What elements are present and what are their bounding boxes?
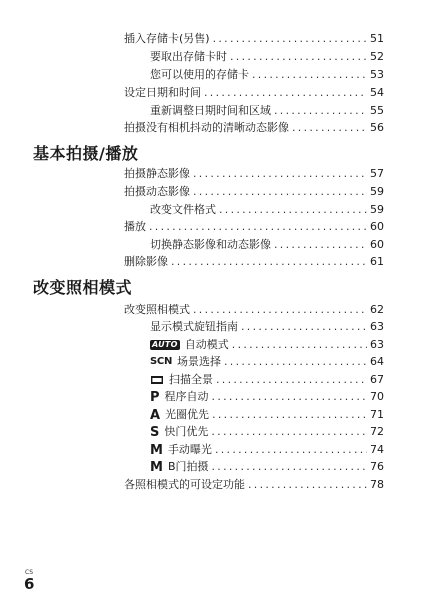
- toc-entry[interactable]: [124, 165, 384, 183]
- toc-entry-page: 52: [370, 50, 384, 63]
- toc-entry-label: 要取出存储卡时: [150, 50, 227, 63]
- toc-entry-label: 程序自动: [164, 390, 209, 403]
- toc-entry[interactable]: [150, 371, 384, 389]
- dot-leader: [171, 253, 367, 271]
- toc-entry-page: 62: [370, 303, 384, 316]
- toc-entry-page: 63: [370, 338, 384, 351]
- toc-entry-page: 56: [370, 121, 384, 134]
- program-auto-icon: [150, 391, 160, 404]
- section-heading-basic: 基本拍摄/播放: [33, 144, 139, 163]
- toc-entry-label: 插入存储卡(另售): [124, 32, 210, 45]
- toc-entry[interactable]: [150, 48, 384, 66]
- auto-mode-icon: [150, 340, 180, 350]
- dot-leader: [193, 183, 367, 201]
- toc-entry[interactable]: [124, 183, 384, 201]
- toc-entry[interactable]: [150, 406, 384, 424]
- toc-entry-page: 67: [370, 373, 384, 386]
- dot-leader: [248, 476, 367, 494]
- dot-leader: [230, 48, 367, 66]
- toc-entry-page: 59: [370, 203, 384, 216]
- dot-leader: [193, 165, 367, 183]
- toc-entry-page: 64: [370, 355, 384, 368]
- toc-entry-page: 54: [370, 86, 384, 99]
- toc-entry-page: 55: [370, 104, 384, 117]
- toc-entry-label: 改变照相模式: [124, 303, 190, 316]
- toc-entry[interactable]: [150, 423, 384, 441]
- toc-entry[interactable]: [124, 476, 384, 494]
- bulb-shooting-icon-text: M: [150, 459, 163, 475]
- toc-entry-label: 扫描全景: [169, 373, 213, 386]
- toc-entry[interactable]: [150, 441, 384, 459]
- toc-entry-label: 播放: [124, 220, 146, 233]
- toc-entry[interactable]: [124, 253, 384, 271]
- toc-entry[interactable]: [124, 30, 384, 48]
- toc-entry-page: 63: [370, 320, 384, 333]
- dot-leader: [274, 236, 367, 254]
- toc-entry-label: 各照相模式的可设定功能: [124, 478, 245, 491]
- toc-entry-label: 拍摄没有相机抖动的清晰动态影像: [124, 121, 289, 134]
- dot-leader: [274, 102, 367, 120]
- auto-mode-icon-text: AUTO: [152, 340, 178, 349]
- toc-entry[interactable]: [124, 218, 384, 236]
- aperture-priority-icon: [150, 409, 160, 422]
- dot-leader: [212, 406, 367, 424]
- toc-entry-page: 72: [370, 425, 384, 438]
- toc-entry-page: 61: [370, 255, 384, 268]
- toc-entry[interactable]: [150, 236, 384, 254]
- dot-leader: [204, 84, 367, 102]
- dot-leader: [212, 388, 367, 406]
- scene-selection-icon: [150, 356, 172, 368]
- manual-exposure-icon-text: M: [150, 442, 163, 458]
- toc-entry-label: 场景选择: [177, 355, 222, 368]
- toc-entry-page: 53: [370, 68, 384, 81]
- toc-entry[interactable]: [150, 318, 384, 336]
- dot-leader: [149, 218, 367, 236]
- dot-leader: [232, 336, 367, 354]
- dot-leader: [215, 441, 367, 459]
- toc-entry[interactable]: [150, 458, 384, 476]
- toc-entry-label: 改变文件格式: [150, 203, 216, 216]
- toc-entry[interactable]: [150, 388, 384, 406]
- toc-entry-page: 71: [370, 408, 384, 421]
- dot-leader: [213, 30, 367, 48]
- toc-entry-label: 显示模式旋钮指南: [150, 320, 238, 333]
- dot-leader: [292, 119, 367, 137]
- bulb-shooting-icon: [150, 461, 163, 474]
- program-auto-icon-text: P: [150, 389, 160, 405]
- toc-entry[interactable]: [124, 119, 384, 137]
- toc-entry[interactable]: [150, 353, 384, 371]
- toc-entry[interactable]: [124, 301, 384, 319]
- toc-entry-page: 76: [370, 460, 384, 473]
- manual-exposure-icon: [150, 444, 163, 457]
- toc-entry-page: 60: [370, 220, 384, 233]
- aperture-priority-icon-text: A: [150, 407, 161, 423]
- toc-entry[interactable]: [150, 336, 384, 354]
- language-code: CS: [25, 569, 33, 576]
- toc-entry-label: 光圈优先: [165, 408, 210, 421]
- toc-entry-label: 重新调整日期时间和区域: [150, 104, 271, 117]
- toc-entry[interactable]: [150, 66, 384, 84]
- toc-entry-label: 设定日期和时间: [124, 86, 201, 99]
- dot-leader: [219, 201, 367, 219]
- dot-leader: [252, 66, 367, 84]
- toc-entry-page: 51: [370, 32, 384, 45]
- toc-entry-page: 70: [370, 390, 384, 403]
- toc-entry-page: 60: [370, 238, 384, 251]
- section-heading-mode: 改变照相模式: [33, 278, 133, 297]
- page-number: 6: [24, 575, 35, 593]
- sweep-panorama-icon: [150, 375, 164, 385]
- dot-leader: [216, 371, 367, 389]
- toc-entry-label: 切换静态影像和动态影像: [150, 238, 271, 251]
- dot-leader: [241, 318, 367, 336]
- toc-entry[interactable]: [124, 84, 384, 102]
- toc-entry-label: 删除影像: [124, 255, 168, 268]
- toc-entry-label: 手动曝光: [167, 443, 212, 456]
- toc-entry-label: 快门优先: [164, 425, 209, 438]
- toc-entry-page: 57: [370, 167, 384, 180]
- dot-leader: [211, 423, 367, 441]
- dot-leader: [211, 458, 367, 476]
- scene-selection-icon-text: SCN: [150, 356, 173, 367]
- dot-leader: [224, 353, 367, 371]
- toc-entry-page: 59: [370, 185, 384, 198]
- toc-entry[interactable]: [150, 102, 384, 120]
- toc-entry-label: 您可以使用的存储卡: [150, 68, 249, 81]
- dot-leader: [193, 301, 367, 319]
- shutter-priority-icon: [150, 426, 159, 439]
- toc-entry-label: 自动模式: [184, 338, 229, 351]
- toc-entry[interactable]: [150, 201, 384, 219]
- toc-entry-label: 拍摄静态影像: [124, 167, 190, 180]
- toc-entry-label: 拍摄动态影像: [124, 185, 190, 198]
- toc-entry-page: 74: [370, 443, 384, 456]
- toc-entry-label: B门拍摄: [167, 460, 209, 473]
- shutter-priority-icon-text: S: [150, 424, 160, 440]
- toc-entry-page: 78: [370, 478, 384, 491]
